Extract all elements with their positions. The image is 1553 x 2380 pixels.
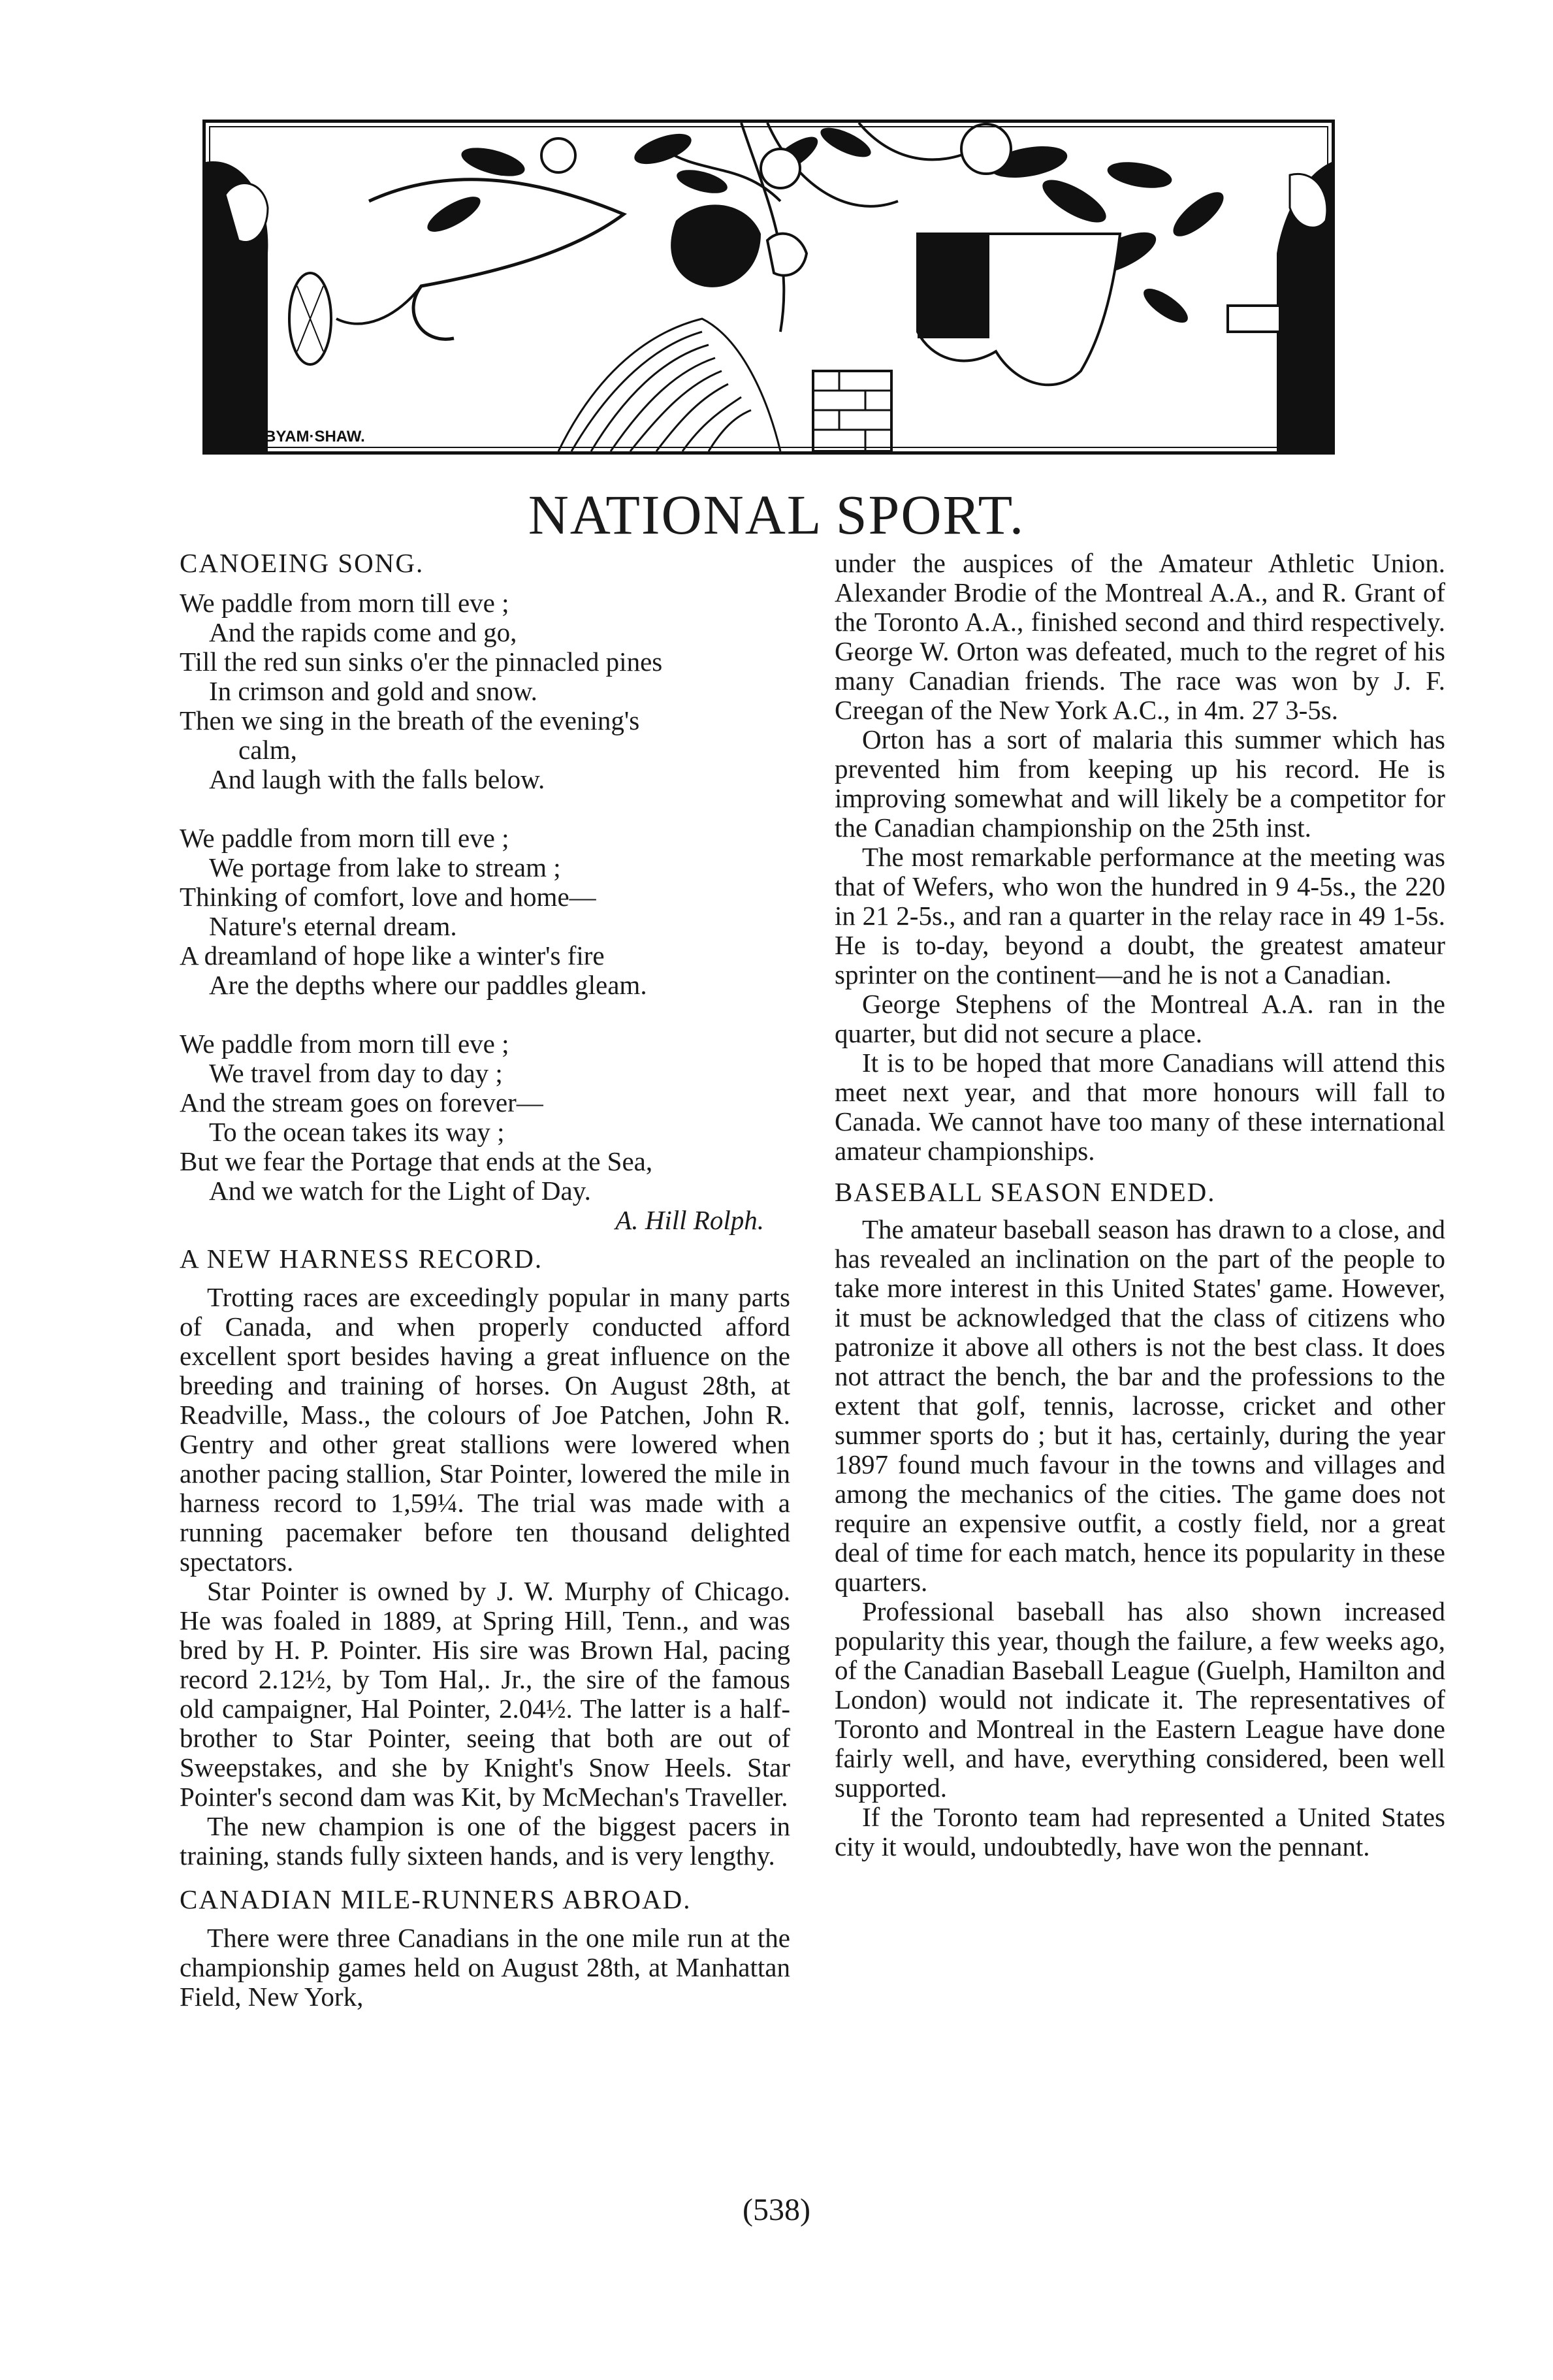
poem-line: Thinking of comfort, love and home— [180,882,596,912]
poem-stanza-1 [180,588,790,794]
artist-signature: BYAM·SHAW. [264,428,365,445]
milerunners-paragraph: The most remarkable performance at the meeting was that of Wefers, who won the hundred in 9 4-5s., the 220 in 21 2-5s., and ran a quarter in the relay race in 49 1-5s. He is to-day, beyond a doubt, the greatest amateur sprinter on the continent—and he is not a Canadian. [835,842,1445,989]
poem-canoeing-song [180,549,790,1235]
harness-paragraph: Star Pointer is owned by J. W. Murphy of Chicago. He was foaled in 1889, at Spring Hill, Tenn., and was bred by H. P. Pointer. His sire was Brown Hal, pacing record 2.12½, by Tom Hal,. Jr., the sire of the famous old campaigner, Hal Pointer, 2.04½. The latter is a half-brother to Star Pointer, seeing that both are out of Sweepstakes, and she by Knight's Snow Heels. Star Pointer's second dam was Kit, by McMechan's Traveller. [180,1576,790,1812]
baseball-paragraph: The amateur baseball season has drawn to a close, and has revealed an inclination on the part of the people to take more interest in this United States' game. However, it must be acknowledged that the class of citizens who patronize it above all others is not the best class. It does not attract the bench, the bar and the professions to the extent that golf, tennis, lacrosse, cricket and other summer sports do ; but it has, certainly, during the year 1897 found much favour in the towns and villages and among the mechanics of the cities. The game does not require an expensive outfit, a costly field, nor a great deal of time for each match, hence its popularity in these quarters. [835,1214,1445,1597]
section-heading-baseball: BASEBALL SEASON ENDED. [835,1177,1216,1207]
baseball-paragraph: If the Toronto team had represented a United States city it would, undoubtedly, have won the pennant. [835,1802,1445,1861]
poem-line: And the rapids come and go, [209,617,517,647]
poem-line: A dreamland of hope like a winter's fire [180,941,605,971]
milerunners-paragraph: Orton has a sort of malaria this summer which has prevented him from keeping up his record. He is improving somewhat and will likely be a competitor for the Canadian championship on the 25th inst. [835,724,1445,843]
poem-line: Till the red sun sinks o'er the pinnacled pines [180,647,663,677]
milerunners-continuation: under the auspices of the Amateur Athletic Union. Alexander Brodie of the Montreal A.A., and R. Grant of the Toronto A.A., finished second and third respectively. George W. Orton was defeated, much to the regret of his many Canadian friends. The race was won by J. F. Creegan of the New York A.C., in 4m. 27 3-5s. [835,548,1445,725]
milerunners-paragraph: George Stephens of the Montreal A.A. ran in the quarter, but did not secure a place. [835,989,1445,1048]
poem-line: In crimson and gold and snow. [209,676,537,706]
poem-line: calm, [238,735,297,765]
baseball-paragraph: Professional baseball has also shown increased popularity this year, though the failure, a few weeks ago, of the Canadian Baseball League (Guelph, Hamilton and London) would not indicate it. The representatives of Toronto and Montreal in the Eastern League have done fairly well, and have, everything considered, been well supported. [835,1596,1445,1803]
header-illustration [202,120,1335,455]
poem-line: Then we sing in the breath of the evening's [180,705,640,735]
poem-line: And we watch for the Light of Day. [209,1176,591,1206]
poem-line: We paddle from morn till eve ; [180,823,509,853]
poem-line: Nature's eternal dream. [209,911,457,941]
poem-line: We paddle from morn till eve ; [180,588,509,618]
section-heading-milerunners: CANADIAN MILE-RUNNERS ABROAD. [180,1884,692,1914]
poem-line: We travel from day to day ; [209,1058,503,1088]
left-column [180,549,790,2012]
right-column [835,549,1445,1861]
milerunners-opening: There were three Canadians in the one mile run at the championship games held on August 28th, at Manhattan Field, New York, [180,1923,790,2012]
poem-line: We paddle from morn till eve ; [180,1029,509,1059]
poem-line: But we fear the Portage that ends at the Sea, [180,1146,653,1176]
milerunners-paragraph: It is to be hoped that more Canadians will attend this meet next year, and that more honours will fall to Canada. We cannot have too many of these international amateur championships. [835,1048,1445,1166]
poem-line: And the stream goes on forever— [180,1087,543,1118]
illustration-artwork [206,123,1332,451]
poem-line: And laugh with the falls below. [209,764,545,794]
poem-line: We portage from lake to stream ; [209,852,561,882]
poem-stanza-3 [180,1029,790,1206]
harness-paragraph: The new champion is one of the biggest pacers in training, stands fully sixteen hands, and is very lengthy. [180,1811,790,1871]
page-number: (538) [743,2193,810,2227]
harness-paragraph: Trotting races are exceedingly popular in many parts of Canada, and when properly conducted afford excellent sport besides having a great influence on the breeding and training of horses. On August 28th, at Readville, Mass., the colours of Joe Patchen, John R. Gentry and other great stallions were lowered when another pacing stallion, Star Pointer, lowered the mile in harness record to 1,59¼. The trial was made with a running pacemaker before ten thousand delighted spectators. [180,1282,790,1577]
section-heading-harness: A NEW HARNESS RECORD. [180,1244,543,1274]
poem-line: Are the depths where our paddles gleam. [209,970,647,1000]
poem-heading: CANOEING SONG. [180,548,424,578]
poem-stanza-2 [180,824,790,1000]
page-title: NATIONAL SPORT. [528,483,1025,546]
poem-author: A. Hill Rolph. [615,1205,764,1235]
poem-line: To the ocean takes its way ; [209,1117,505,1147]
